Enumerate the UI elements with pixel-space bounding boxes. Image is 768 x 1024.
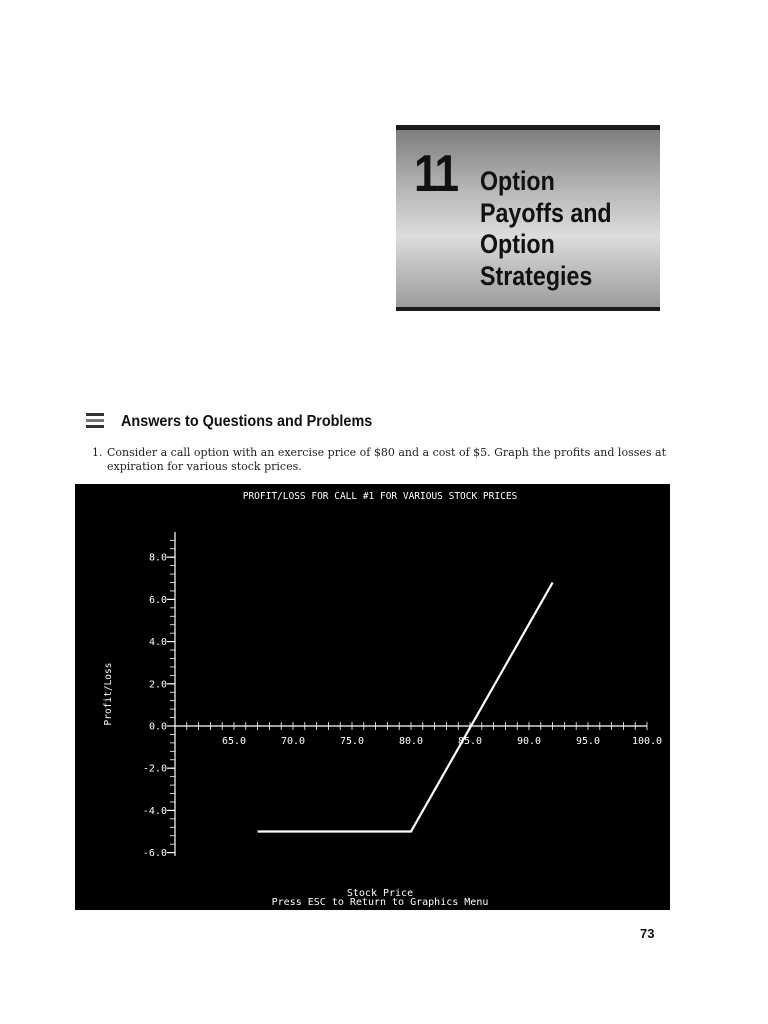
question-number: 1. bbox=[92, 446, 103, 459]
question-text: Consider a call option with an exercise price of $80 and a cost of $5. Graph the profits and losses at expiration for various stock prices. bbox=[107, 446, 666, 473]
x-tick-label: 95.0 bbox=[575, 736, 601, 747]
chart-screen bbox=[75, 484, 670, 910]
x-tick-label: 75.0 bbox=[339, 736, 365, 747]
y-tick-label: -2.0 bbox=[142, 763, 167, 775]
y-tick-label: -6.0 bbox=[142, 848, 167, 860]
x-tick-label: 100.0 bbox=[631, 736, 663, 747]
section-heading: Answers to Questions and Problems bbox=[121, 413, 373, 430]
x-tick-label: 70.0 bbox=[280, 736, 306, 747]
y-tick-label: -4.0 bbox=[142, 805, 167, 817]
x-tick-label: 80.0 bbox=[398, 736, 424, 747]
x-tick-label: 85.0 bbox=[457, 736, 483, 747]
x-tick-label: 65.0 bbox=[221, 736, 247, 747]
question-1 bbox=[92, 446, 666, 474]
y-tick-label: 2.0 bbox=[148, 679, 167, 691]
x-tick-label: 90.0 bbox=[516, 736, 542, 747]
chapter-title-line: Option bbox=[480, 229, 555, 259]
y-tick-label: 4.0 bbox=[148, 637, 167, 649]
y-axis-label: Profit/Loss bbox=[103, 662, 114, 726]
page-number: 73 bbox=[640, 926, 655, 941]
chapter-heading-box bbox=[396, 125, 660, 311]
y-tick-label: 0.0 bbox=[148, 721, 167, 733]
profit-loss-chart bbox=[75, 484, 670, 910]
chapter-title-line: Option bbox=[480, 166, 555, 196]
chapter-title bbox=[480, 166, 656, 292]
series-line-0 bbox=[258, 583, 553, 832]
x-axis-label: Stock Price bbox=[346, 888, 414, 899]
chapter-number: 11 bbox=[414, 145, 458, 203]
section-marker-icon bbox=[86, 413, 104, 429]
chapter-title-line: Strategies bbox=[480, 260, 593, 291]
chapter-title-line: Payoffs and bbox=[480, 197, 612, 228]
chart-title: PROFIT/LOSS FOR CALL #1 FOR VARIOUS STOCK PRICES bbox=[242, 491, 518, 502]
y-tick-label: 6.0 bbox=[148, 594, 167, 606]
y-tick-label: 8.0 bbox=[148, 552, 167, 564]
chart-footer: Press ESC to Return to Graphics Menu bbox=[271, 897, 489, 908]
